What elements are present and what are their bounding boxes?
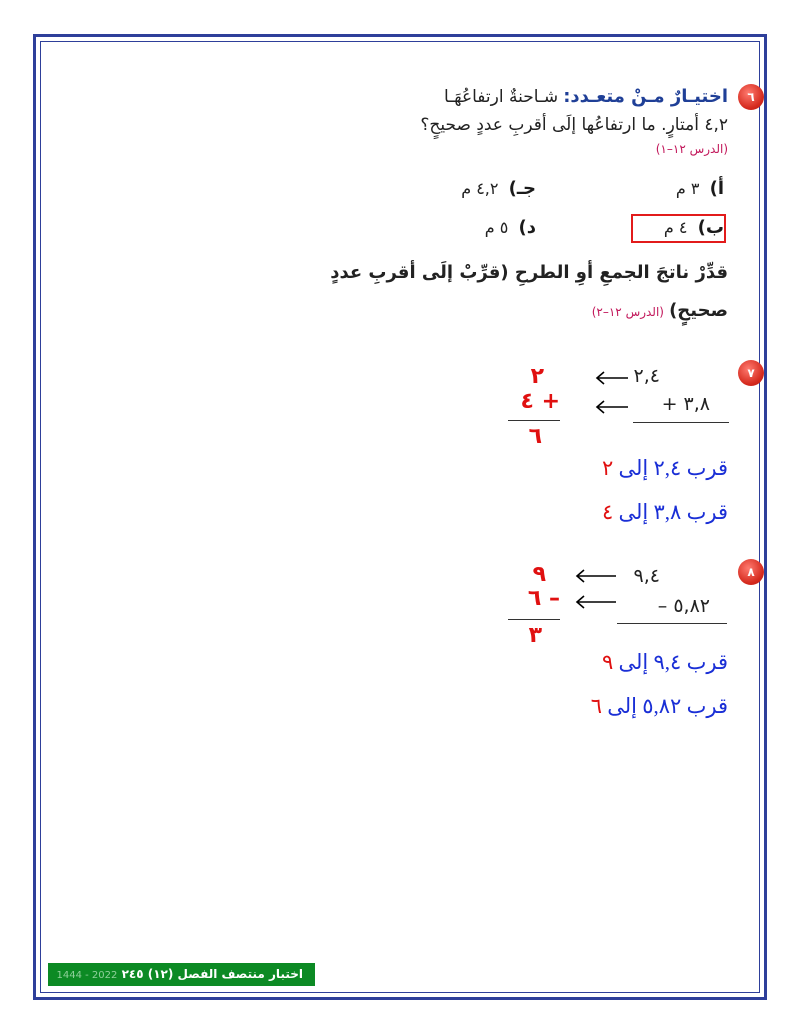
- question-7-answer-1-value: ٢: [602, 456, 614, 480]
- option-a-text: ٣ م: [675, 179, 700, 198]
- question-8-rounded-1: ٩: [532, 562, 546, 587]
- option-a-letter: أ): [709, 178, 724, 199]
- instruction-line-2: [592, 300, 728, 321]
- question-7-arrow-2: [594, 397, 630, 417]
- option-a[interactable]: [676, 178, 724, 199]
- instruction-lesson-ref: (الدرس ١٢–٢): [591, 305, 664, 319]
- question-7-row-2: ٣,٨ +: [661, 393, 710, 415]
- question-7-row-1: ٢,٤: [633, 365, 660, 387]
- option-c-letter: جـ): [508, 178, 536, 199]
- question-8-row-2: ٥,٨٢ –: [657, 595, 710, 617]
- question-6-text-1: شـاحنةٌ ارتفاعُهَـا: [443, 87, 559, 107]
- question-7-number-badge: ٧: [738, 360, 764, 386]
- question-8-answer-1-value: ٩: [602, 650, 614, 674]
- question-7-answer-2: [602, 500, 728, 525]
- question-7-answer-1: [602, 456, 728, 481]
- footer-page-number: ٢٤٥: [121, 967, 144, 981]
- question-7-rounded-1: ٢: [530, 364, 544, 389]
- question-7-rounded-line: [508, 420, 560, 421]
- question-8-arrow-2: [574, 592, 618, 612]
- question-8-arrow-1: [574, 566, 618, 586]
- question-6-number-badge: ٦: [738, 84, 764, 110]
- question-8-number-badge: ٨: [738, 559, 764, 585]
- option-b[interactable]: [664, 217, 724, 238]
- question-7-answer-2-value: ٤: [602, 500, 614, 524]
- question-6-line-2: ٤,٢ أمتارٍ. ما ارتفاعُها إلَى أقربِ عددٍ صحيحٍ؟: [420, 115, 728, 135]
- question-8-answer-1-text: قرب ٩,٤ إلى: [618, 650, 728, 674]
- question-6-line-1: [444, 86, 728, 107]
- question-8-rounded-2: – ٦: [527, 586, 560, 611]
- question-6-lesson-ref: (الدرس ١٢–١): [655, 142, 728, 156]
- option-c[interactable]: [461, 178, 536, 199]
- option-d-letter: د): [518, 217, 536, 238]
- question-8-answer-1: [602, 650, 728, 675]
- option-b-letter: ب): [697, 217, 724, 238]
- question-7-rounded-2: + ٤: [520, 389, 560, 414]
- footer-bar: [48, 963, 315, 986]
- question-8-answer-2-value: ٦: [590, 694, 602, 718]
- question-8-answer-2: [591, 694, 728, 719]
- question-7-answer-2-text: قرب ٣,٨ إلى: [618, 500, 728, 524]
- question-8-rounded-line: [508, 619, 560, 620]
- option-c-text: ٤,٢ م: [461, 179, 499, 198]
- question-7-answer-1-text: قرب ٢,٤ إلى: [618, 456, 728, 480]
- question-8-row-1: ٩,٤: [633, 565, 660, 587]
- question-8-answer-2-text: قرب ٥,٨٢ إلى: [607, 694, 728, 718]
- footer-year: 2022 - 1444: [56, 970, 118, 981]
- question-8-diff-line: [617, 623, 727, 624]
- question-7-sum-line: [633, 422, 729, 423]
- option-d[interactable]: [485, 217, 536, 238]
- instruction-text-2: صحيحٍ): [669, 300, 728, 321]
- footer-label: اختبار منتصف الفصل (١٢): [147, 967, 303, 981]
- question-7-arrow-1: [594, 368, 630, 388]
- question-8-result: ٣: [528, 623, 542, 648]
- question-6-title: اختيـارٌ مـنْ متعـدد:: [563, 86, 728, 107]
- instruction-line-1: قدِّرْ ناتجَ الجمعِ أوِ الطرحِ (قرِّبْ إلَى أقربِ عددٍ: [330, 262, 728, 283]
- question-7-result: ٦: [528, 424, 542, 449]
- option-d-text: ٥ م: [484, 218, 509, 237]
- option-b-text: ٤ م: [663, 218, 688, 237]
